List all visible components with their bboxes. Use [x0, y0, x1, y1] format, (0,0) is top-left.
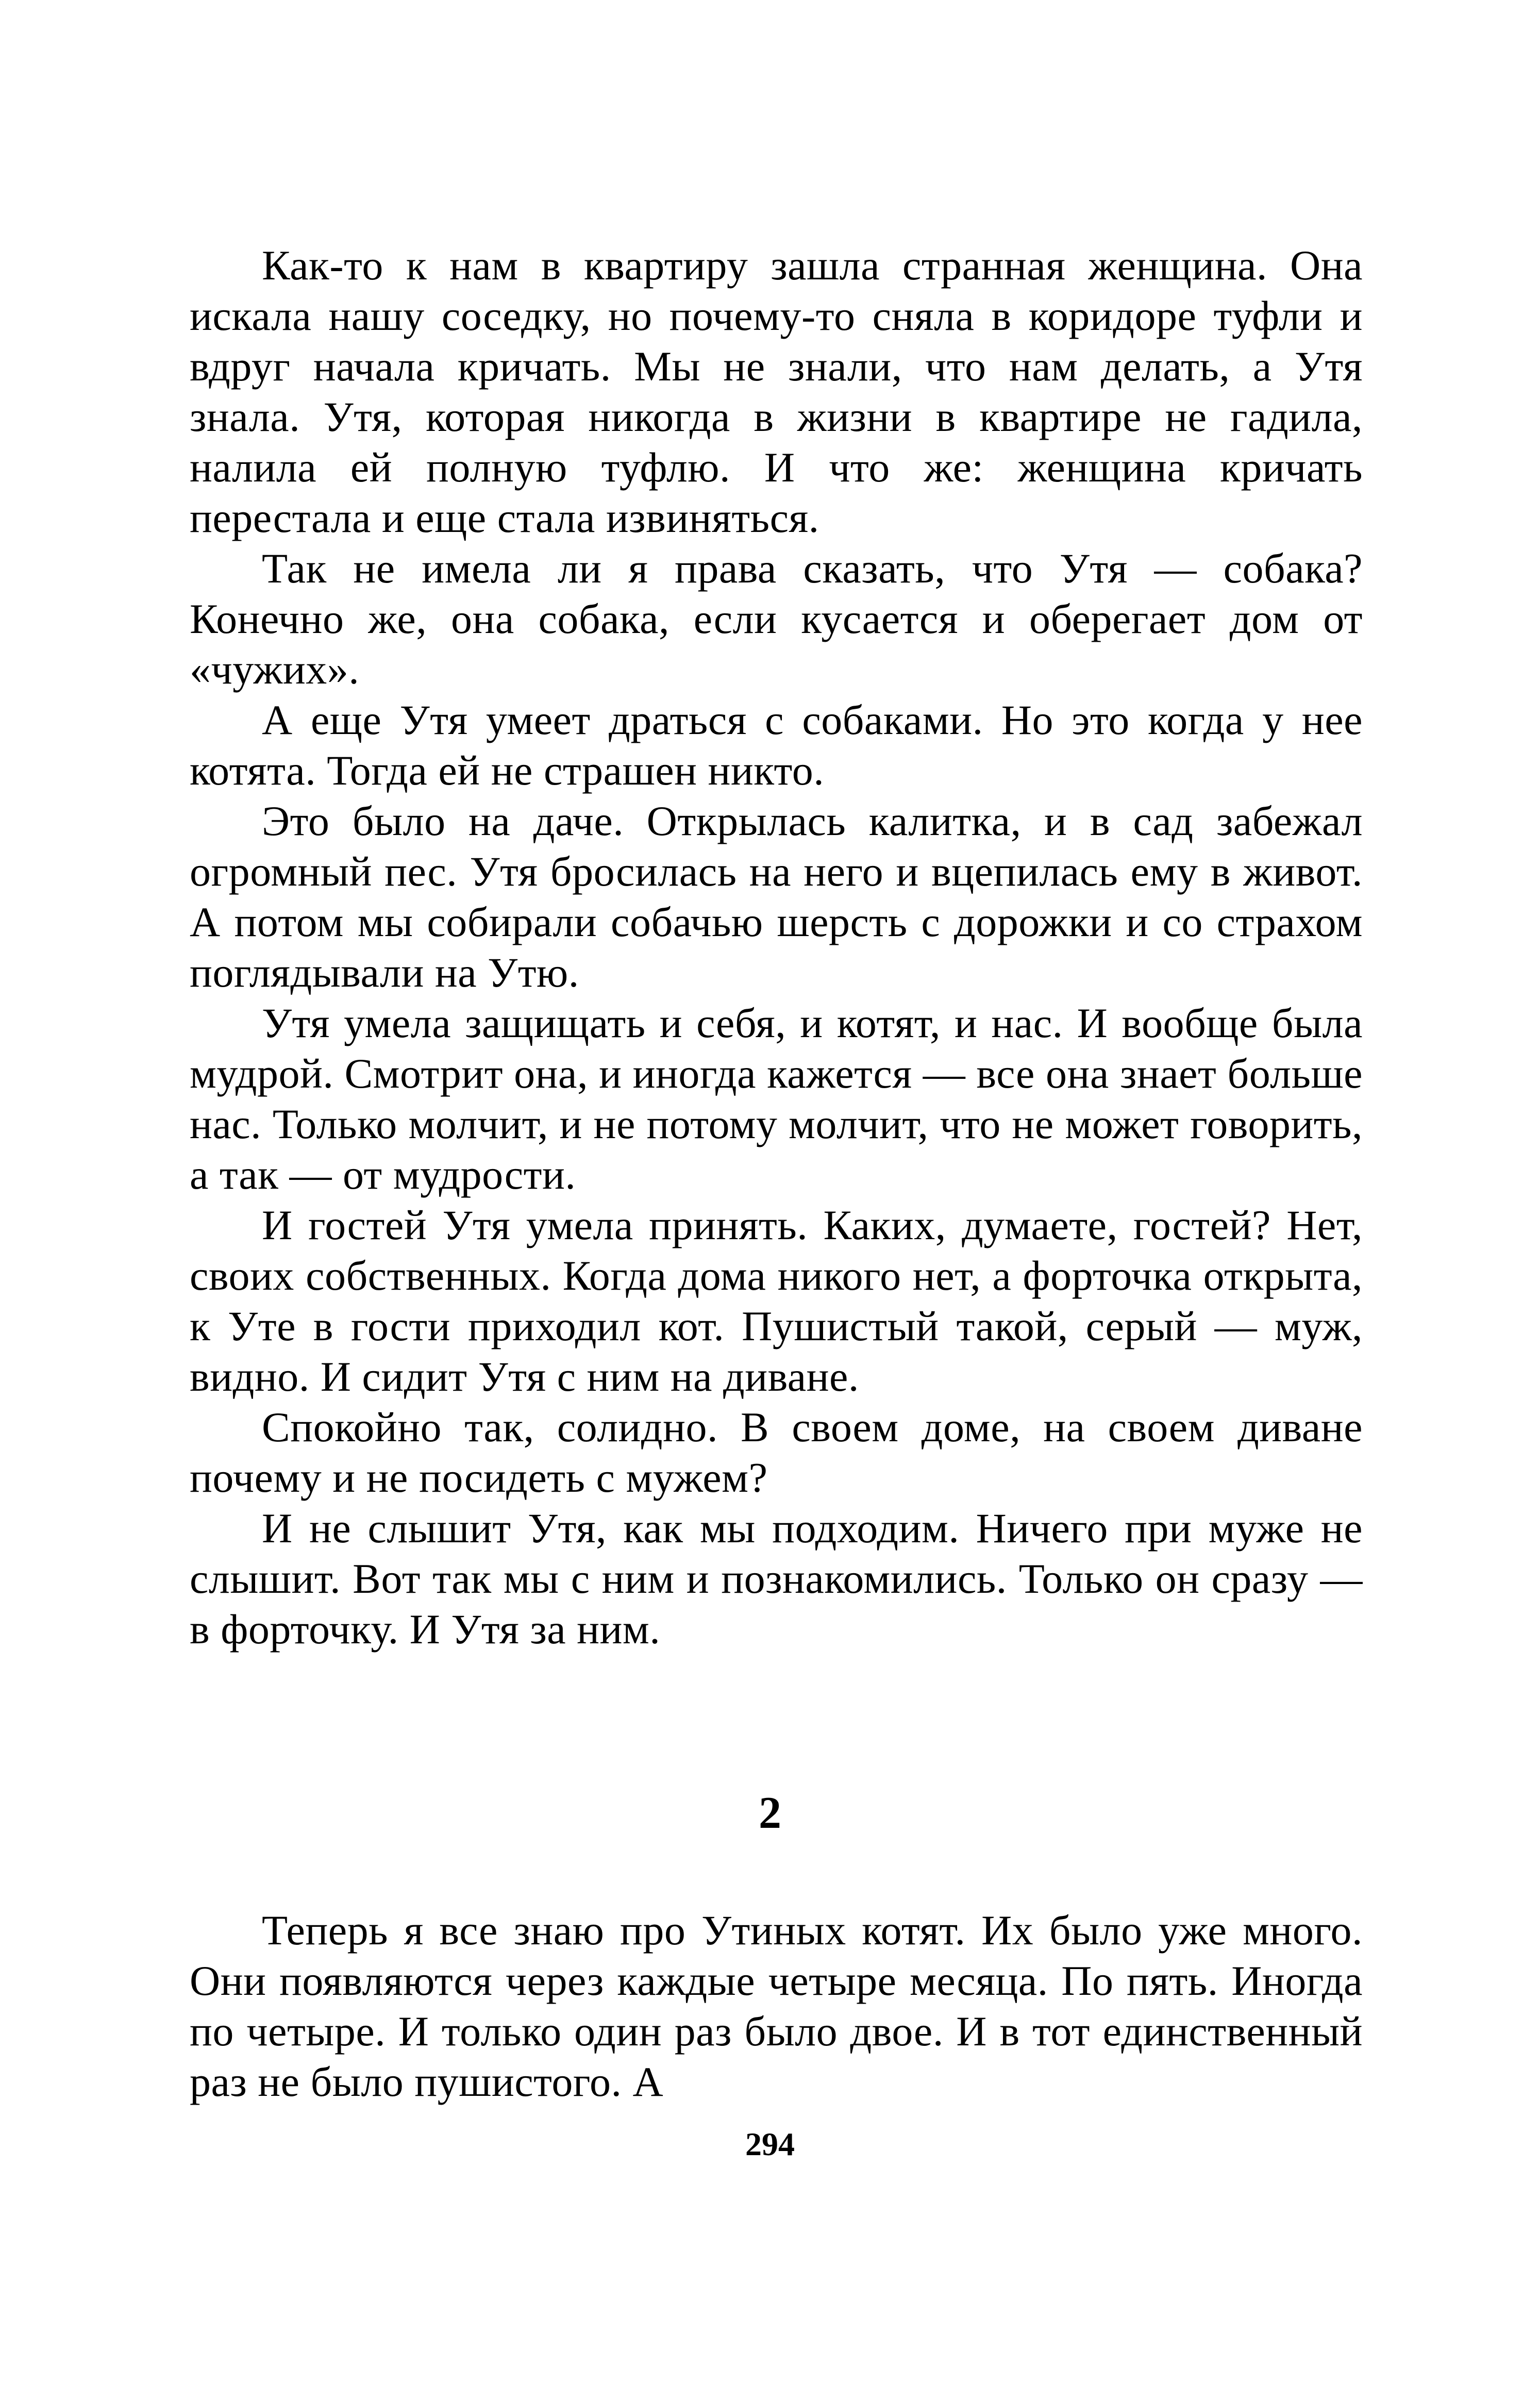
paragraph-7: Спокойно так, солидно. В своем доме, на своем диване почему и не посидеть с мужем?	[190, 1404, 1363, 1501]
paragraph-1: Как-то к нам в квартиру зашла странная женщина. Она искала нашу соседку, но почему-то сняла в коридоре туфли и вдруг начала кричать. Мы не знали, что нам делать, а Утя знала. Утя, которая никогда в жизни в квартире не гадила, налила ей полную туфлю. И что же: женщина кричать перестала и еще стала извиняться.	[190, 242, 1363, 541]
paragraph-8: И не слышит Утя, как мы подходим. Ничего при муже не слышит. Вот так мы с ним и познакомились. Только он сразу — в форточку. И Утя за ним.	[190, 1505, 1363, 1653]
paragraph-2: Так не имела ли я права сказать, что Утя — собака? Конечно же, она собака, если кусается и оберегает дом от «чужих».	[190, 545, 1363, 693]
chapter-number: 2	[759, 1788, 781, 1838]
paragraph-3: А еще Утя умеет драться с собаками. Но это когда у нее котята. Тогда ей не страшен никто.	[190, 696, 1363, 794]
body-text-lower	[190, 1905, 1363, 2107]
paragraph-5: Утя умела защищать и себя, и котят, и нас. И вообще была мудрой. Смотрит она, и иногда кажется — все она знает больше нас. Только молчит, и не потому молчит, что не может говорить, а так — от мудрости.	[190, 999, 1363, 1198]
paragraph-4: Это было на даче. Открылась калитка, и в сад забежал огромный пес. Утя бросилась на него и вцепилась ему в живот. А потом мы собирали собачью шерсть с дорожки и со страхом поглядывали на Утю.	[190, 797, 1363, 996]
page-number: 294	[745, 2126, 795, 2162]
paragraph-9: Теперь я все знаю про Утиных котят. Их было уже много. Они появляются через каждые четыре месяца. По пять. Иногда по четыре. И только один раз было двое. И в тот единственный раз не было пушистого. А	[190, 1907, 1363, 2105]
paragraph-6: И гостей Утя умела принять. Каких, думаете, гостей? Нет, своих собственных. Когда дома никого нет, а форточка открыта, к Уте в гости приходил кот. Пушистый такой, серый — муж, видно. И сидит Утя с ним на диване.	[190, 1202, 1363, 1400]
body-text-upper	[190, 240, 1363, 1655]
